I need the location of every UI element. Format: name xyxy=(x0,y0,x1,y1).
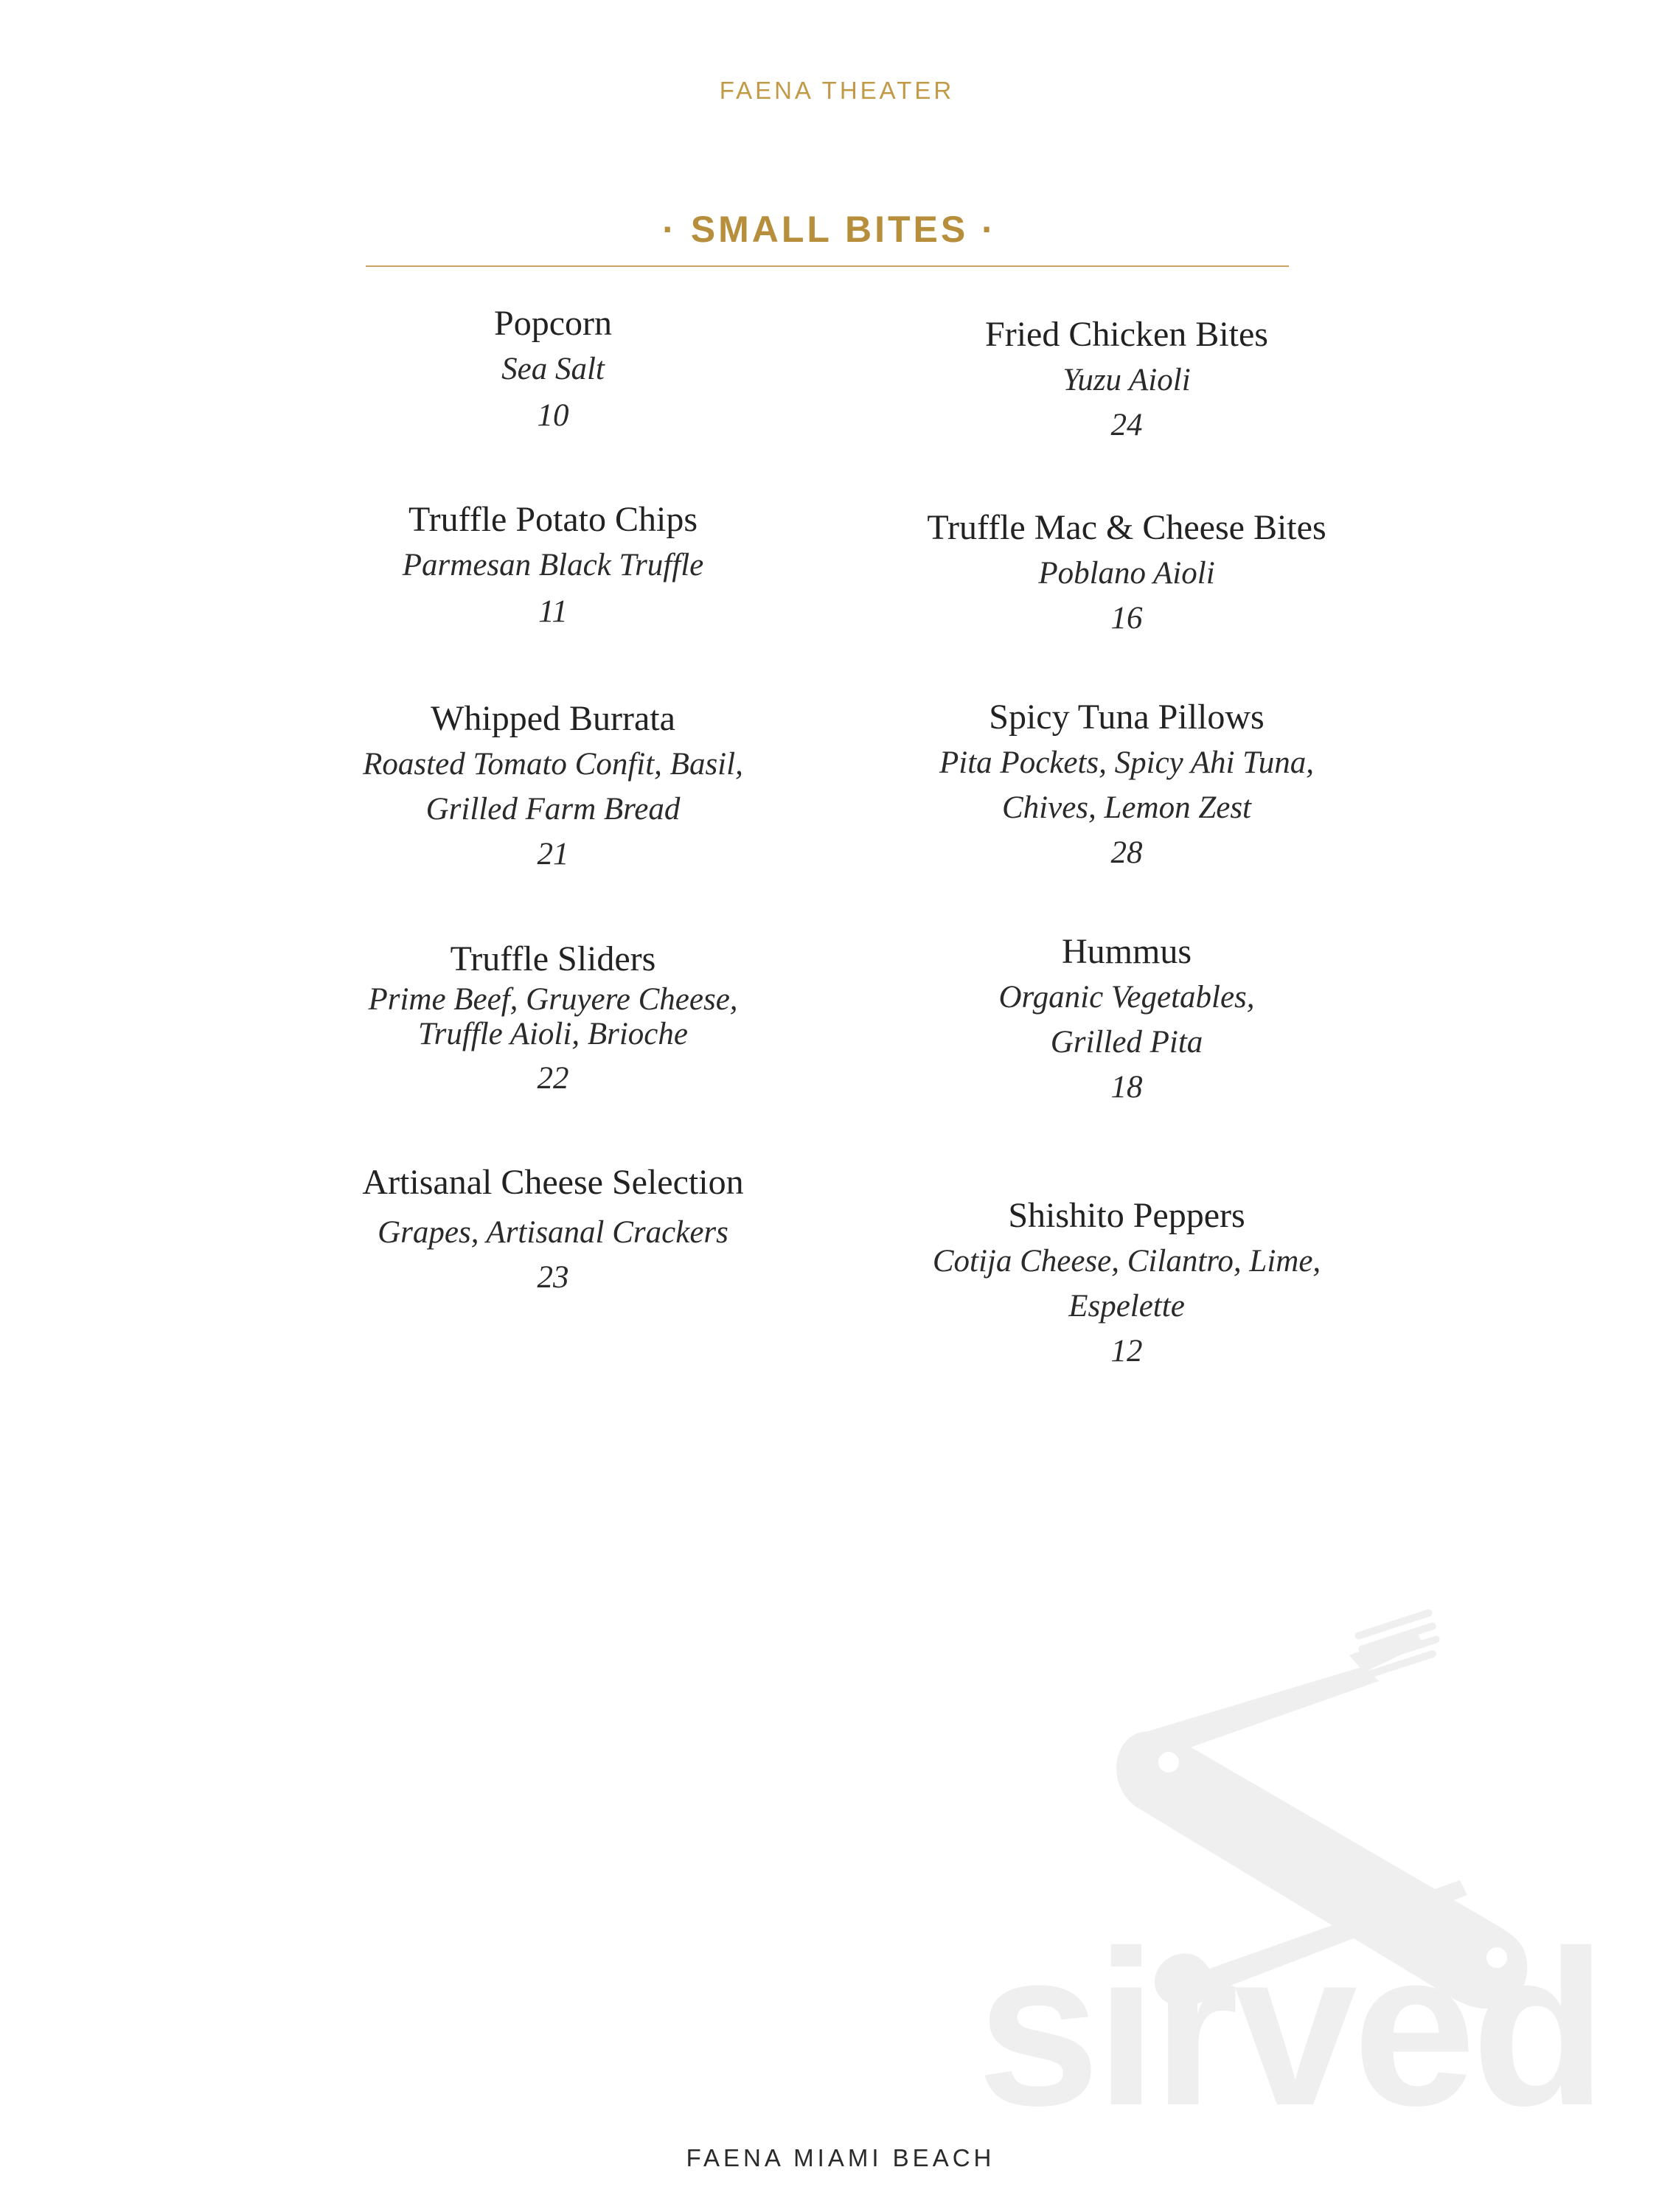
item-description-line-2: Chives, Lemon Zest xyxy=(1001,790,1252,825)
item-price: 22 xyxy=(537,1061,569,1096)
item-name: Whipped Burrata xyxy=(431,699,675,738)
venue-name: FAENA THEATER xyxy=(719,77,955,104)
item-description-line-2: Grilled Farm Bread xyxy=(425,792,681,827)
item-name: Spicy Tuna Pillows xyxy=(989,698,1265,737)
item-description-line-2: Grilled Pita xyxy=(1050,1025,1203,1060)
menu-item-hummus xyxy=(839,929,1414,1110)
menu-item-truffle-mac-cheese-bites xyxy=(839,505,1414,641)
item-price: 10 xyxy=(537,398,569,433)
menu-item-popcorn xyxy=(265,301,841,438)
item-price: 18 xyxy=(1110,1070,1143,1105)
item-description: Parmesan Black Truffle xyxy=(402,548,704,582)
item-description-line-1: Roasted Tomato Confit, Basil, xyxy=(363,747,743,782)
item-name: Shishito Peppers xyxy=(1008,1196,1245,1235)
item-description-line-2: Truffle Aioli, Brioche xyxy=(418,1017,688,1051)
item-price: 23 xyxy=(537,1260,569,1295)
item-description-line-1: Prime Beef, Gruyere Cheese, xyxy=(368,982,738,1017)
item-price: 24 xyxy=(1110,408,1143,442)
watermark-text: sirved xyxy=(977,1904,1602,2152)
item-name: Truffle Sliders xyxy=(450,939,656,978)
item-price: 12 xyxy=(1110,1334,1143,1368)
menu-item-fried-chicken-bites xyxy=(839,312,1414,448)
item-name: Artisanal Cheese Selection xyxy=(362,1163,744,1202)
menu-item-shishito-peppers xyxy=(839,1193,1414,1374)
item-price: 16 xyxy=(1110,601,1143,636)
item-description: Sea Salt xyxy=(501,352,605,386)
menu-item-whipped-burrata xyxy=(265,696,841,877)
section-title: · SMALL BITES · xyxy=(662,209,997,250)
item-name: Hummus xyxy=(1061,932,1192,971)
item-name: Popcorn xyxy=(494,304,612,343)
menu-item-truffle-sliders xyxy=(265,936,841,1101)
item-price: 21 xyxy=(537,837,569,872)
item-description: Yuzu Aioli xyxy=(1062,363,1191,397)
item-name: Fried Chicken Bites xyxy=(985,315,1268,354)
menu-item-truffle-potato-chips xyxy=(265,497,841,634)
menu-item-spicy-tuna-pillows xyxy=(839,695,1414,875)
item-description-line-1: Pita Pockets, Spicy Ahi Tuna, xyxy=(939,745,1314,780)
title-divider xyxy=(366,265,1289,267)
item-price: 28 xyxy=(1110,835,1143,870)
item-description-line-1: Cotija Cheese, Cilantro, Lime, xyxy=(932,1244,1321,1279)
item-name: Truffle Mac & Cheese Bites xyxy=(927,508,1326,547)
menu-item-artisanal-cheese-selection xyxy=(265,1160,841,1300)
item-price: 11 xyxy=(538,594,568,629)
item-name: Truffle Potato Chips xyxy=(408,500,698,539)
footer-text: FAENA MIAMI BEACH xyxy=(686,2144,995,2171)
item-description: Poblano Aioli xyxy=(1038,556,1215,591)
item-description-line-1: Organic Vegetables, xyxy=(998,980,1255,1015)
item-description-line-2: Espelette xyxy=(1068,1289,1185,1324)
item-description: Grapes, Artisanal Crackers xyxy=(378,1215,728,1250)
